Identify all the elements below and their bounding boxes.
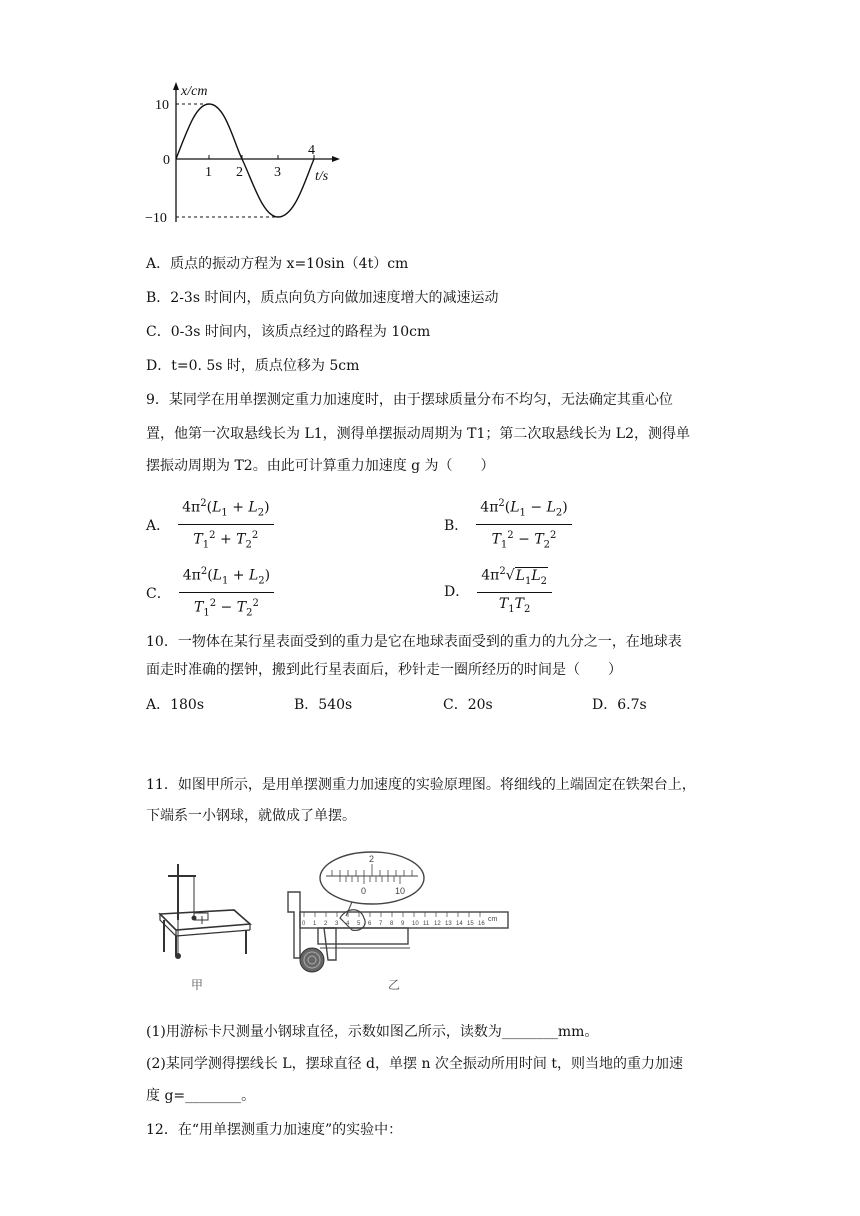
caliper-unit: cm — [488, 916, 498, 923]
figure-label-yi: 乙 — [388, 978, 401, 992]
q8-option-a: A．质点的振动方程为 x=10sin（4t）cm — [146, 256, 409, 272]
magnifier-top-tick: 2 — [369, 854, 375, 864]
y-tick-0: 0 — [163, 153, 170, 168]
q9-option-b — [444, 493, 572, 557]
main-scale-label: 13 — [445, 921, 452, 927]
x-tick-4: 4 — [308, 143, 315, 158]
main-scale-label: 11 — [423, 921, 430, 927]
option-label: D． — [444, 584, 470, 601]
main-scale-label: 14 — [456, 921, 463, 927]
q11-stem-line2: 下端系一小钢球，就做成了单摆。 — [146, 808, 356, 824]
vibration-graph — [145, 80, 345, 230]
q9-option-d — [444, 561, 552, 621]
q10-stem-line2: 面走时准确的摆钟，搬到此行星表面后，秒针走一圈所经历的时间是（ ） — [146, 662, 622, 678]
main-scale-label: 1 — [313, 921, 317, 927]
q10-option-c: C．20s — [443, 697, 493, 713]
sine-curve — [176, 104, 314, 217]
formula-d: $\frac{4\pi^2√L_1L_2}{T_1T_2}$ — [477, 561, 552, 621]
x-axis-arrow — [332, 156, 340, 162]
q11-stem-line1: 11．如图甲所示，是用单摆测重力加速度的实验原理图。将细线的上端固定在铁架台上， — [146, 777, 696, 793]
main-scale-label: 4 — [346, 921, 350, 927]
y-tick-minus-10: −10 — [145, 211, 167, 226]
y-axis-label: x/cm — [181, 84, 208, 99]
x-axis-label: t/s — [315, 169, 329, 184]
q9-stem-line2: 置，他第一次取悬线长为 L1，测得单摆振动周期为 T1；第二次取悬线长为 L2，测得单 — [146, 426, 691, 442]
q8-option-b: B．2-3s 时间内，质点向负方向做加速度增大的减速运动 — [146, 290, 499, 306]
main-scale-label: 10 — [412, 921, 419, 927]
main-scale-label: 3 — [335, 921, 339, 927]
main-scale-label: 9 — [401, 921, 405, 927]
main-scale-label: 12 — [434, 921, 441, 927]
formula-c: $\frac{4\pi^2(L_1 + L_2)}{T_1^2 - T_2^2}$ — [179, 561, 274, 625]
q11-sub2-line2: 度 g=________。 — [146, 1088, 256, 1104]
formula-b: $\frac{4\pi^2(L_1 - L_2)}{T_1^2 - T_2^2}$ — [476, 493, 571, 557]
main-scale-label: 8 — [390, 921, 394, 927]
q11-sub1: (1)用游标卡尺测量小钢球直径，示数如图乙所示，读数为________mm。 — [146, 1024, 599, 1040]
q10-option-a: A．180s — [146, 697, 205, 713]
x-tick-3: 3 — [274, 165, 281, 180]
q8-option-c: C．0-3s 时间内，该质点经过的路程为 10cm — [146, 324, 431, 340]
main-scale-label: 6 — [368, 921, 372, 927]
q10-option-d: D．6.7s — [592, 697, 647, 713]
y-axis-arrow — [173, 82, 179, 90]
option-label: A． — [146, 517, 171, 534]
main-scale-label: 2 — [324, 921, 328, 927]
q9-stem-line3: 摆振动周期为 T2。由此可计算重力加速度 g 为（ ） — [146, 458, 495, 474]
figure-label-jia: 甲 — [191, 978, 204, 992]
x-tick-2: 2 — [236, 165, 243, 180]
option-label: B． — [444, 517, 469, 534]
q10-stem-line1: 10．一物体在某行星表面受到的重力是它在地球表面受到的重力的九分之一，在地球表 — [146, 634, 682, 650]
q9-option-c — [146, 561, 274, 625]
main-scale-label: 16 — [478, 921, 485, 927]
q9-stem-line1: 9．某同学在用单摆测定重力加速度时，由于摆球质量分布不均匀，无法确定其重心位 — [146, 392, 673, 408]
main-scale-label: 0 — [302, 921, 306, 927]
magnifier-vernier-ten: 10 — [395, 886, 406, 896]
main-scale-label: 15 — [467, 921, 474, 927]
formula-a: $\frac{4\pi^2(L_1 + L_2)}{T_1^2 + T_2^2}$ — [178, 493, 273, 557]
q11-sub2-line1: (2)某同学测得摆线长 L，摆球直径 d，单摆 n 次全振动所用时间 t，则当地的重力加速 — [146, 1056, 683, 1072]
q9-option-a — [146, 493, 274, 557]
main-scale-label: 7 — [379, 921, 383, 927]
pendulum-stand-figure — [150, 850, 260, 970]
q10-option-b: B．540s — [294, 697, 353, 713]
magnifier-vernier-zero: 0 — [361, 886, 367, 896]
y-tick-10: 10 — [155, 98, 169, 113]
main-scale-label: 5 — [357, 921, 361, 927]
q12-stem-line1: 12．在“用单摆测重力加速度”的实验中： — [146, 1122, 403, 1138]
q8-option-d: D．t=0. 5s 时，质点位移为 5cm — [146, 358, 360, 374]
x-tick-1: 1 — [205, 165, 212, 180]
vernier-caliper-figure — [280, 848, 515, 978]
option-label: C． — [146, 585, 171, 602]
